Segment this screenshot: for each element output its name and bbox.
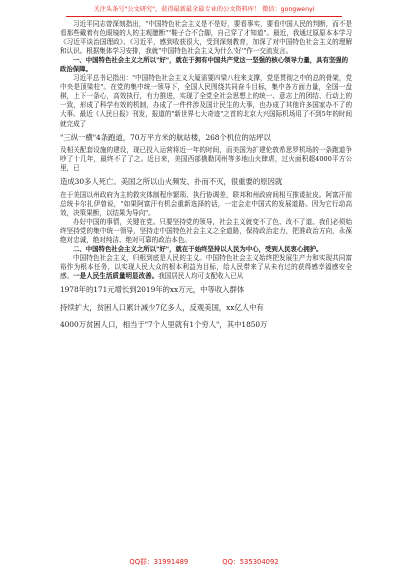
footer-qq-group: QQ群：31991489 <box>129 558 189 566</box>
paragraph-large-line-3: 1978年的171元增长到2019年的xx万元，中等收入群体 <box>60 285 245 295</box>
paragraph-key-in-party: 办好中国的事情，关键在党。只要坚持党的领导，社会主义就变不了色、改不了道。我们必须始终坚持党的集中统一领导，坚持走中国特色社会主义之全道路，保持政治定力，把准政治方向，永葆绝对忠诚，绝对纯洁、绝对可靠的政治本色。 <box>60 217 352 244</box>
paragraph-large-line-2: 造成30多人死亡。美国之所以山火频发、扑而不灭，很重要的原因就 <box>60 177 283 187</box>
footer-contact <box>0 556 408 570</box>
paragraph-people-centered <box>60 254 352 281</box>
paragraph-income-text: 我国居民人均可支配收入已从 <box>158 272 244 281</box>
paragraph-intro: 习近平同志曾深刻指出，"中国特色社会主义是不是好，要看事实，要看中国人民的判断，而不是看那些戴着有色眼镜的人的主观臆断""鞋子合不合脚，自己穿了才知道"。最近，我通过原原本本学习《习近平谈治国理政》、《习近平，感到收获很大，受到深刻教育，加深了对中国特色社会主义的理解和认识。根据集体学习安排，我就"中国特色社会主义为什么'好'"作一交流发言。 <box>60 20 352 56</box>
subheading-living-quality: 一是人民生活质量明显改善。 <box>73 272 159 281</box>
paragraph-large-line-1: "三纵一横"4条跑道，70万平方米的航站楼，268个机位的站坪以 <box>60 132 271 142</box>
banner-text: 关注头条号"公文研究"，获得最新最全最专业的公文资料库！ 微信：gongwenyi <box>93 5 315 13</box>
section-heading-2: 二、中国特色社会主义之所以"好"，就在于始终坚持以人民为中心，受到人民衷心拥护。 <box>73 244 323 253</box>
footer-qq: QQ：535304092 <box>222 558 279 566</box>
paragraph-large-line-5: 4000万贫困人口，相当于"7个人里就有1个穷人"，其中1850万 <box>60 320 268 330</box>
paragraph-people-centered-text: 中国特色社会主义，归根到底是人民的主义。中国特色社会主义始终把发展生产力和实现共同富裕作为根本任务，以实现人民大众的根本利益为目标，给人民带来了从未有过的获得感幸福感安全感。 <box>60 254 352 281</box>
document-body <box>60 20 352 334</box>
section-heading-1: 一、中国特色社会主义之所以"好"，就在于拥有中国共产党这一坚强的核心领导力量，具有坚强的政治保障。 <box>60 56 349 74</box>
paragraph-continuation-1: 及相关配套设施的建设，现已投入运营将近一年的时间，而美国为扩建伦敦希思罗机场的一条跑道争吵了十几年，最终不了了之。近日来，美国西部俄勒冈州等多地山火肆虐，过火面积超4000平方公里，已 <box>60 146 352 173</box>
paragraph-continuation-2: 在于美国以州政府为主的救灾体制程序繁琐、执行协调差，联邦和州政府间相互推诿扯皮。阿富汗前总统卡尔扎伊曾说，"如果阿富汗有机会重新选择的话，一定会走中国式的发展道路。因为它行动高效，决策果断，以结果为导向"。 <box>60 190 352 217</box>
header-divider <box>66 16 342 17</box>
header-banner <box>0 0 408 16</box>
paragraph-party-leadership: 习近平总书记指出："中国特色社会主义大厦需要四梁八柱来支撑，党是贯彻之中的总的骨架，党中央是顶梁柱"。在党的集中统一领导下，全国人民围绕共同奋斗目标，集中各方面力量，全国一盘棋，上下一条心，高效执行，有力推进，实现了全党全社会思想上的统一、意志上的团结、行动上的一致，形成了科学有效的机制，办成了一件件涉及国计民生的大事，也办成了其他许多国家办不了的大事。最近《人民日报》刊发，报道的"新世界七大奇迹"之首的北京大兴国际机场用了不到5年的时间就完成了 <box>60 74 352 128</box>
paragraph-large-line-4: 持续扩大，贫困人口累计减少7亿多人，反观美国，xx亿人中有 <box>60 302 264 312</box>
